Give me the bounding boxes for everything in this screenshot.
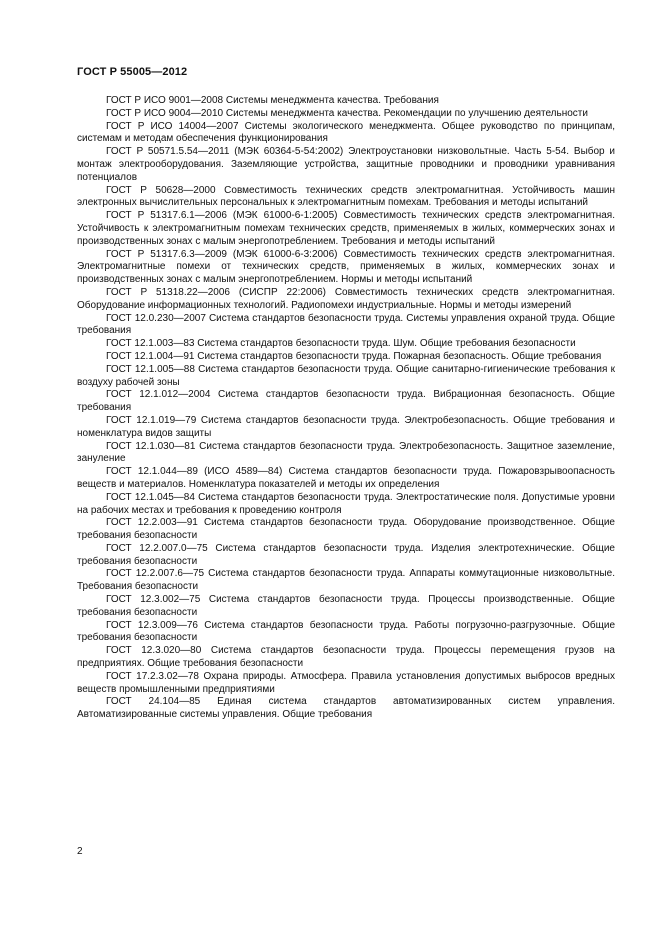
page-number: 2	[77, 846, 83, 857]
reference-entry: ГОСТ 12.2.003—91 Система стандартов безопасности труда. Оборудование производственное. Общие требования безопасности	[77, 517, 615, 542]
reference-entry: ГОСТ Р ИСО 9001—2008 Системы менеджмента качества. Требования	[106, 95, 439, 106]
reference-entry: ГОСТ Р ИСО 9004—2010 Системы менеджмента качества. Рекомендации по улучшению деятельности	[106, 107, 588, 119]
reference-entry: ГОСТ 12.1.044—89 (ИСО 4589—84) Система стандартов безопасности труда. Пожаровзрывоопасность веществ и материалов. Номенклатура показателей и методы их определения	[77, 466, 615, 490]
reference-entry: ГОСТ Р 51317.6.3—2009 (МЭК 61000-6-3:2006) Совместимость технических средств электромагнитная. Электромагнитные помехи от технических средств, применяемых в жилых, коммерческих зонах и производственных зонах с малым энергопотреблением. Нормы и методы испытаний	[77, 248, 615, 286]
reference-entry: ГОСТ 12.1.005—88 Система стандартов безопасности труда. Общие санитарно-гигиенические требования к воздуху рабочей зоны	[77, 363, 615, 388]
reference-entry: ГОСТ 12.2.007.6—75 Система стандартов безопасности труда. Аппараты коммутационные низковольтные. Требования безопасности	[77, 568, 615, 593]
reference-entry: ГОСТ 12.1.003—83 Система стандартов безопасности труда. Шум. Общие требования безопасности	[106, 338, 576, 350]
reference-entry: ГОСТ 12.1.004—91 Система стандартов безопасности труда. Пожарная безопасность. Общие требования	[106, 350, 602, 362]
reference-entry: ГОСТ 12.3.009—76 Система стандартов безопасности труда. Работы погрузочно-разгрузочные. Общие требования безопасности	[77, 619, 615, 644]
reference-entry: ГОСТ 12.0.230—2007 Система стандартов безопасности труда. Системы управления охраной труда. Общие требования	[77, 312, 615, 337]
reference-entry: ГОСТ 12.1.019—79 Система стандартов безопасности труда. Электробезопасность. Общие требования и номенклатура видов защиты	[77, 414, 615, 439]
reference-entry: ГОСТ 12.1.045—84 Система стандартов безопасности труда. Электростатические поля. Допустимые уровни на рабочих местах и требования к проведению контроля	[77, 491, 615, 516]
reference-entry: ГОСТ 24.104—85 Единая система стандартов автоматизированных систем управления. Автоматизированные системы управления. Общие требования	[77, 696, 615, 721]
reference-entry: ГОСТ 12.1.012—2004 Система стандартов безопасности труда. Вибрационная безопасность. Общие требования	[77, 389, 615, 414]
document-header: ГОСТ Р 55005—2012	[77, 66, 188, 78]
reference-entry: ГОСТ 12.2.007.0—75 Система стандартов безопасности труда. Изделия электротехнические. Общие требования безопасности	[77, 542, 615, 567]
reference-entry: ГОСТ Р 50571.5.54—2011 (МЭК 60364-5-54:2002) Электроустановки низковольтные. Часть 5-54. Выбор и монтаж электрооборудования. Заземляющие устройства, защитные проводники и проводники уравнивания потенциалов	[77, 146, 615, 183]
reference-entry: ГОСТ 17.2.3.02—78 Охрана природы. Атмосфера. Правила установления допустимых выбросов вредных веществ промышленными предприятиями	[77, 670, 615, 695]
reference-entry: ГОСТ Р 51318.22—2006 (СИСПР 22:2006) Совместимость технических средств электромагнитная. Оборудование информационных технологий. Радиопомехи индустриальные. Нормы и методы измерений	[77, 286, 615, 311]
reference-entry: ГОСТ 12.1.030—81 Система стандартов безопасности труда. Электробезопасность. Защитное заземление, зануление	[77, 440, 615, 465]
reference-entry: ГОСТ Р 50628—2000 Совместимость технических средств электромагнитная. Устойчивость машин электронных вычислительных персональных к электромагнитным помехам. Требования и методы испытаний	[77, 184, 615, 209]
reference-entry: ГОСТ 12.3.002—75 Система стандартов безопасности труда. Процессы производственные. Общие требования безопасности	[77, 594, 615, 618]
reference-entry: ГОСТ Р 51317.6.1—2006 (МЭК 61000-6-1:2005) Совместимость технических средств электромагнитная. Устойчивость к электромагнитным помехам технических средств, применяемых в жилых, коммерческих зонах и производственных зонах с малым энергопотреблением. Требования и методы испытаний	[77, 210, 615, 247]
normative-references-list	[77, 95, 615, 722]
reference-entry: ГОСТ Р ИСО 14004—2007 Системы экологического менеджмента. Общее руководство по принципам, системам и методам обеспечения функционирования	[77, 120, 615, 145]
reference-entry: ГОСТ 12.3.020—80 Система стандартов безопасности труда. Процессы перемещения грузов на предприятиях. Общие требования безопасности	[77, 645, 615, 670]
